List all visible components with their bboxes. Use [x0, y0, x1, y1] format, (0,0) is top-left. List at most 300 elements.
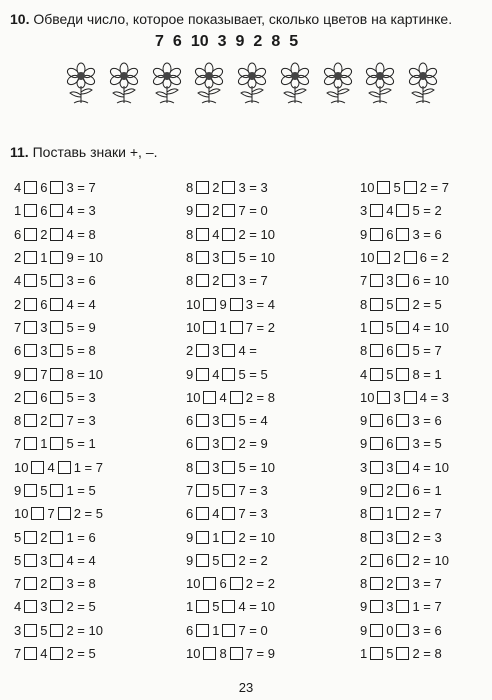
sign-box[interactable]: [50, 344, 63, 357]
sign-box[interactable]: [196, 437, 209, 450]
equation-term: 6: [386, 413, 394, 429]
equation-term: 8: [186, 226, 194, 242]
equation-term: 1: [186, 599, 194, 615]
sign-box[interactable]: [222, 251, 235, 264]
number-choice[interactable]: 3: [217, 33, 227, 50]
number-choice[interactable]: 9: [235, 33, 245, 50]
equation-term: 6: [40, 203, 48, 219]
sign-box[interactable]: [196, 624, 209, 637]
sign-box[interactable]: [396, 484, 409, 497]
equation-term: 5: [14, 552, 22, 568]
sign-box[interactable]: [222, 344, 235, 357]
equation-term: 6: [14, 343, 22, 359]
sign-box[interactable]: [50, 321, 63, 334]
sign-box[interactable]: [396, 228, 409, 241]
sign-box[interactable]: [396, 507, 409, 520]
sign-box[interactable]: [50, 274, 63, 287]
sign-box[interactable]: [230, 321, 243, 334]
equation-row: [186, 549, 275, 572]
page-number: 23: [238, 680, 254, 695]
equation-row: [14, 432, 103, 455]
sign-box[interactable]: [396, 647, 409, 660]
sign-box[interactable]: [196, 228, 209, 241]
sign-box[interactable]: [230, 391, 243, 404]
equation-term: 3: [212, 343, 220, 359]
number-choice[interactable]: 10: [190, 33, 209, 50]
equation-row: [14, 339, 103, 362]
sign-box[interactable]: [50, 437, 63, 450]
sign-box[interactable]: [203, 298, 216, 311]
sign-box[interactable]: [370, 507, 383, 520]
number-choice[interactable]: 2: [253, 33, 263, 50]
sign-box[interactable]: [396, 204, 409, 217]
equation-term: 7: [360, 273, 368, 289]
equation-row: [186, 339, 275, 362]
equation-term: 5 = 10: [238, 459, 275, 475]
equation-term: 7: [14, 646, 22, 662]
equation-term: 10: [186, 319, 201, 335]
equation-term: 2 = 10: [238, 529, 275, 545]
sign-box[interactable]: [24, 414, 37, 427]
equation-term: 3: [212, 250, 220, 266]
sign-box[interactable]: [370, 600, 383, 613]
equation-term: 4: [14, 180, 22, 196]
equation-row: [186, 362, 275, 385]
sign-box[interactable]: [404, 181, 417, 194]
equation-term: 1 = 5: [66, 483, 96, 498]
equation-term: 2: [40, 576, 48, 592]
sign-box[interactable]: [50, 181, 63, 194]
sign-box[interactable]: [203, 577, 216, 590]
equation-term: 8: [360, 506, 368, 522]
sign-box[interactable]: [230, 577, 243, 590]
sign-box[interactable]: [24, 391, 37, 404]
sign-box[interactable]: [370, 577, 383, 590]
equation-term: 7 = 0: [238, 203, 268, 219]
equation-term: 9: [360, 436, 368, 452]
sign-box[interactable]: [222, 554, 235, 567]
sign-box[interactable]: [370, 368, 383, 381]
sign-box[interactable]: [396, 461, 409, 474]
sign-box[interactable]: [222, 624, 235, 637]
equation-term: 1 = 7: [412, 599, 442, 615]
equation-term: 8 = 1: [412, 366, 442, 382]
flower-icon: [233, 62, 271, 104]
sign-box[interactable]: [24, 600, 37, 613]
sign-box[interactable]: [222, 600, 235, 613]
equation-row: [14, 316, 103, 339]
sign-box[interactable]: [50, 368, 63, 381]
sign-box[interactable]: [203, 321, 216, 334]
equation-term: 1 = 7: [73, 459, 103, 475]
equation-term: 10: [186, 296, 201, 312]
flower-icon: [190, 62, 228, 104]
sign-box[interactable]: [396, 531, 409, 544]
equation-term: 3 = 6: [66, 273, 96, 289]
equation-row: [186, 386, 275, 409]
sign-box[interactable]: [222, 274, 235, 287]
sign-box[interactable]: [222, 204, 235, 217]
equation-term: 4: [212, 506, 220, 522]
sign-box[interactable]: [196, 368, 209, 381]
equation-term: 3: [360, 459, 368, 475]
equation-term: 4 = 10: [412, 459, 449, 475]
sign-box[interactable]: [24, 181, 37, 194]
equation-term: 1: [360, 646, 368, 662]
equation-term: 4: [386, 203, 394, 219]
sign-box[interactable]: [196, 461, 209, 474]
equation-term: 4: [47, 459, 55, 475]
sign-box[interactable]: [24, 228, 37, 241]
equation-term: 3 = 3: [238, 180, 268, 196]
sign-box[interactable]: [370, 461, 383, 474]
sign-box[interactable]: [396, 414, 409, 427]
equation-term: 6: [186, 506, 194, 522]
flower-icon: [276, 62, 314, 104]
equation-term: 8: [360, 296, 368, 312]
sign-box[interactable]: [24, 368, 37, 381]
equation-term: 4 =: [238, 343, 257, 359]
number-choice[interactable]: 5: [289, 33, 299, 50]
equation-term: 5 = 9: [66, 319, 96, 335]
equation-term: 7 = 3: [66, 413, 96, 429]
equation-term: 3: [212, 459, 220, 475]
equation-row: [186, 525, 275, 548]
sign-box[interactable]: [370, 624, 383, 637]
equation-term: 8: [186, 459, 194, 475]
equation-term: 1: [212, 529, 220, 545]
sign-box[interactable]: [377, 251, 390, 264]
equation-term: 7: [186, 483, 194, 498]
sign-box[interactable]: [370, 321, 383, 334]
equation-term: 2 = 5: [66, 599, 96, 615]
equation-term: 3: [386, 529, 394, 545]
equation-term: 10: [360, 180, 375, 196]
sign-box[interactable]: [24, 204, 37, 217]
sign-box[interactable]: [50, 484, 63, 497]
task-10: [10, 10, 486, 28]
equation-term: 6 = 10: [412, 273, 449, 289]
equation-term: 8: [14, 413, 22, 429]
sign-box[interactable]: [222, 531, 235, 544]
equation-term: 1: [40, 250, 48, 266]
flower-icon: [148, 62, 186, 104]
sign-box[interactable]: [50, 298, 63, 311]
equation-term: 2 = 3: [412, 529, 442, 545]
sign-box[interactable]: [50, 228, 63, 241]
sign-box[interactable]: [222, 437, 235, 450]
equation-term: 6: [40, 296, 48, 312]
sign-box[interactable]: [370, 484, 383, 497]
equation-row: [14, 362, 103, 385]
sign-box[interactable]: [370, 204, 383, 217]
number-choices: [155, 33, 307, 51]
equation-term: 5: [212, 599, 220, 615]
sign-box[interactable]: [370, 228, 383, 241]
equation-term: 8: [186, 273, 194, 289]
equation-term: 6: [186, 413, 194, 429]
sign-box[interactable]: [196, 531, 209, 544]
sign-box[interactable]: [370, 298, 383, 311]
sign-box[interactable]: [370, 554, 383, 567]
sign-box[interactable]: [24, 321, 37, 334]
sign-box[interactable]: [203, 647, 216, 660]
equation-term: 5: [40, 622, 48, 638]
equation-row: [186, 246, 275, 269]
sign-box[interactable]: [222, 461, 235, 474]
task-10-text: Обведи число, которое показывает, сколько цветов на картинке.: [33, 11, 453, 27]
sign-box[interactable]: [31, 461, 44, 474]
sign-box[interactable]: [24, 484, 37, 497]
equation-term: 3 = 6: [412, 622, 442, 638]
equation-term: 4: [360, 366, 368, 382]
sign-box[interactable]: [50, 531, 63, 544]
equation-row: [14, 619, 103, 642]
equation-term: 5 = 1: [66, 436, 96, 452]
equation-term: 2: [14, 296, 22, 312]
equation-row: [14, 409, 103, 432]
equation-term: 7 = 3: [238, 506, 268, 522]
sign-box[interactable]: [50, 251, 63, 264]
sign-box[interactable]: [24, 531, 37, 544]
sign-box[interactable]: [396, 600, 409, 613]
sign-box[interactable]: [230, 647, 243, 660]
equation-term: 5: [386, 366, 394, 382]
sign-box[interactable]: [24, 624, 37, 637]
equation-term: 9: [186, 203, 194, 219]
equation-term: 10: [186, 646, 201, 662]
equation-row: [186, 292, 275, 315]
equation-term: 1: [360, 319, 368, 335]
equation-row: [14, 572, 103, 595]
number-choice[interactable]: 6: [172, 33, 182, 50]
sign-box[interactable]: [222, 484, 235, 497]
sign-box[interactable]: [396, 437, 409, 450]
equation-row: [360, 619, 449, 642]
sign-box[interactable]: [396, 624, 409, 637]
equation-term: 2: [40, 226, 48, 242]
flower-icon: [105, 62, 143, 104]
equation-term: 4 = 3: [419, 389, 449, 405]
equation-term: 2 = 2: [238, 552, 268, 568]
equation-term: 3: [393, 389, 401, 405]
equation-row: [360, 432, 449, 455]
sign-box[interactable]: [196, 344, 209, 357]
sign-box[interactable]: [50, 391, 63, 404]
equation-term: 3: [212, 413, 220, 429]
sign-box[interactable]: [196, 600, 209, 613]
sign-box[interactable]: [370, 531, 383, 544]
equation-term: 2 = 5: [66, 646, 96, 662]
equation-term: 8: [186, 250, 194, 266]
sign-box[interactable]: [24, 274, 37, 287]
equation-term: 3: [386, 273, 394, 289]
sign-box[interactable]: [24, 298, 37, 311]
equation-row: [360, 572, 449, 595]
equation-term: 3: [40, 319, 48, 335]
equation-term: 2 = 8: [412, 646, 442, 662]
sign-box[interactable]: [50, 414, 63, 427]
equation-term: 6: [186, 436, 194, 452]
sign-box[interactable]: [396, 577, 409, 590]
task-11-text: Поставь знаки +, –.: [32, 144, 158, 160]
sign-box[interactable]: [396, 368, 409, 381]
equation-term: 3 = 6: [412, 413, 442, 429]
equation-row: [360, 246, 449, 269]
equation-term: 7 = 0: [238, 622, 268, 638]
equation-term: 5: [393, 180, 401, 196]
sign-box[interactable]: [196, 251, 209, 264]
equation-row: [360, 502, 449, 525]
equation-term: 7: [47, 506, 55, 522]
sign-box[interactable]: [370, 437, 383, 450]
equation-term: 3: [386, 599, 394, 615]
number-choice[interactable]: 7: [155, 33, 164, 50]
equation-term: 5 = 3: [66, 389, 96, 405]
equation-row: [14, 223, 103, 246]
equation-row: [360, 479, 449, 502]
equation-term: 1: [212, 622, 220, 638]
sign-box[interactable]: [404, 391, 417, 404]
equation-term: 10: [14, 506, 29, 522]
equation-term: 9: [219, 296, 227, 312]
equation-term: 2: [360, 552, 368, 568]
sign-box[interactable]: [50, 554, 63, 567]
equation-term: 7 = 2: [245, 319, 275, 335]
equation-term: 8: [360, 343, 368, 359]
equation-row: [360, 223, 449, 246]
sign-box[interactable]: [396, 344, 409, 357]
task-10-title: [10, 10, 486, 28]
sign-box[interactable]: [24, 577, 37, 590]
equation-term: 9: [360, 413, 368, 429]
sign-box[interactable]: [50, 624, 63, 637]
sign-box[interactable]: [196, 274, 209, 287]
equation-term: 3 = 7: [412, 576, 442, 592]
equation-term: 8: [360, 529, 368, 545]
equation-term: 6: [40, 180, 48, 196]
equation-term: 5 = 4: [238, 413, 268, 429]
equation-term: 2 = 5: [412, 296, 442, 312]
sign-box[interactable]: [58, 461, 71, 474]
equation-row: [360, 316, 449, 339]
number-choice[interactable]: 8: [271, 33, 281, 50]
sign-box[interactable]: [24, 554, 37, 567]
sign-box[interactable]: [58, 507, 71, 520]
sign-box[interactable]: [222, 228, 235, 241]
sign-box[interactable]: [230, 298, 243, 311]
task-11-title: [10, 144, 158, 160]
equation-term: 2: [386, 576, 394, 592]
equation-row: [360, 525, 449, 548]
equation-term: 5: [40, 483, 48, 498]
sign-box[interactable]: [377, 391, 390, 404]
sign-box[interactable]: [370, 274, 383, 287]
sign-box[interactable]: [370, 414, 383, 427]
equation-row: [186, 316, 275, 339]
sign-box[interactable]: [222, 507, 235, 520]
equation-term: 4: [14, 273, 22, 289]
equation-row: [14, 176, 103, 199]
sign-box[interactable]: [222, 414, 235, 427]
task-10-number: 10.: [10, 11, 30, 27]
sign-box[interactable]: [196, 181, 209, 194]
flower-icon: [319, 62, 357, 104]
sign-box[interactable]: [196, 484, 209, 497]
equation-term: 10: [360, 389, 375, 405]
equation-term: 2: [393, 250, 401, 266]
sign-box[interactable]: [196, 414, 209, 427]
sign-box[interactable]: [222, 181, 235, 194]
sign-box[interactable]: [370, 344, 383, 357]
sign-box[interactable]: [404, 251, 417, 264]
sign-box[interactable]: [377, 181, 390, 194]
equation-term: 2 = 10: [238, 226, 275, 242]
equation-term: 2: [40, 413, 48, 429]
sign-box[interactable]: [396, 298, 409, 311]
sign-box[interactable]: [50, 647, 63, 660]
sign-box[interactable]: [24, 437, 37, 450]
flower-icon: [404, 62, 442, 104]
equation-row: [186, 176, 275, 199]
equation-row: [186, 432, 275, 455]
sign-box[interactable]: [50, 577, 63, 590]
sign-box[interactable]: [196, 204, 209, 217]
sign-box[interactable]: [31, 507, 44, 520]
equation-row: [360, 199, 449, 222]
sign-box[interactable]: [50, 204, 63, 217]
equation-term: 9: [186, 552, 194, 568]
sign-box[interactable]: [396, 554, 409, 567]
equation-term: 6: [386, 226, 394, 242]
equation-row: [14, 595, 103, 618]
sign-box[interactable]: [370, 647, 383, 660]
sign-box[interactable]: [396, 321, 409, 334]
equation-term: 3: [360, 203, 368, 219]
equation-term: 2 = 5: [73, 506, 103, 522]
sign-box[interactable]: [50, 600, 63, 613]
sign-box[interactable]: [203, 391, 216, 404]
sign-box[interactable]: [24, 251, 37, 264]
equation-term: 3 = 4: [245, 296, 275, 312]
equation-row: [186, 619, 275, 642]
equation-term: 2 = 10: [412, 552, 449, 568]
equation-term: 3: [40, 599, 48, 615]
sign-box[interactable]: [24, 647, 37, 660]
equation-row: [186, 572, 275, 595]
equation-term: 4: [14, 599, 22, 615]
equation-term: 4: [219, 389, 227, 405]
sign-box[interactable]: [196, 554, 209, 567]
equation-term: 1: [219, 319, 227, 335]
sign-box[interactable]: [24, 344, 37, 357]
equation-term: 4: [212, 366, 220, 382]
equation-term: 5: [386, 319, 394, 335]
equation-term: 9 = 10: [66, 250, 103, 266]
sign-box[interactable]: [222, 368, 235, 381]
sign-box[interactable]: [196, 507, 209, 520]
sign-box[interactable]: [396, 274, 409, 287]
equation-row: [360, 456, 449, 479]
equation-term: 4: [40, 646, 48, 662]
equation-row: [360, 176, 449, 199]
equation-term: 10: [186, 576, 201, 592]
equation-term: 2 = 10: [66, 622, 103, 638]
equation-row: [360, 269, 449, 292]
equation-term: 6: [386, 436, 394, 452]
equation-term: 3 = 7: [66, 180, 96, 196]
equation-term: 7 = 9: [245, 646, 275, 662]
